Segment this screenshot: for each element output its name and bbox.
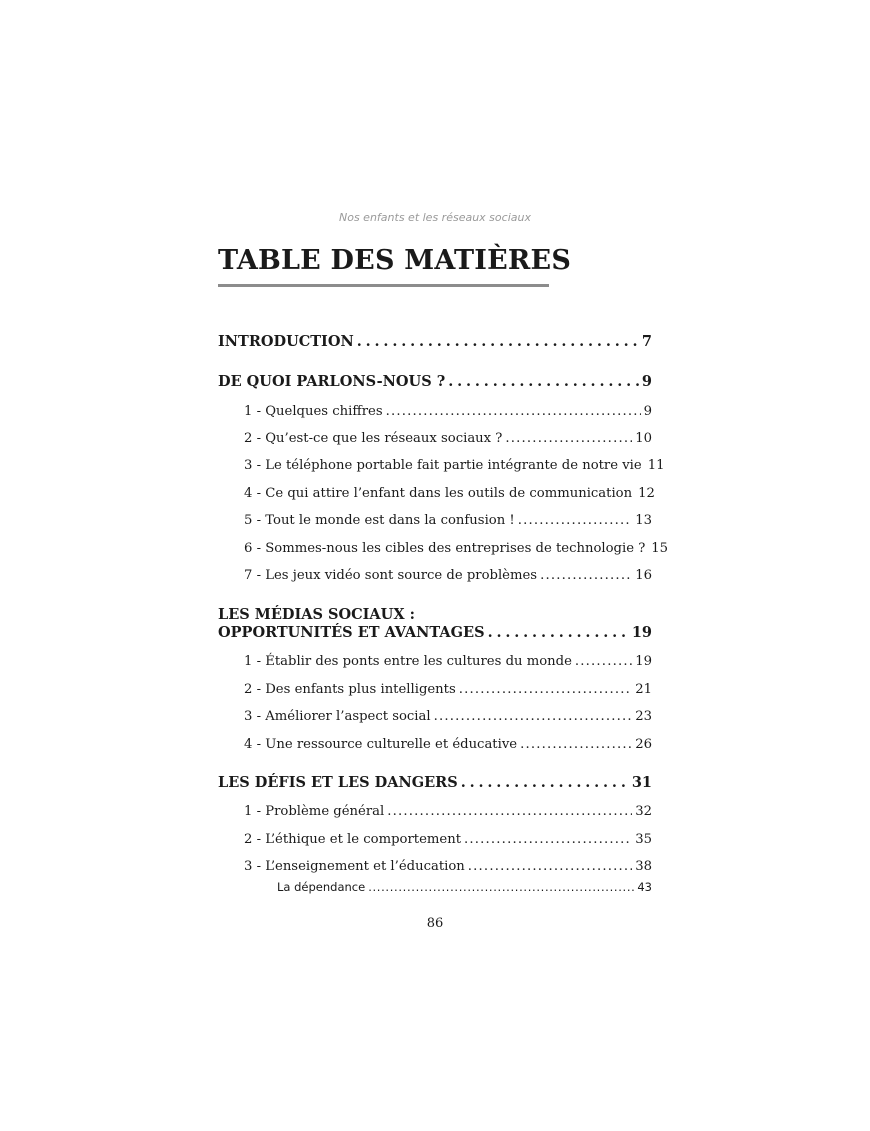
toc-section-entry[interactable] [244,737,652,752]
toc-section-label: 5 - Tout le monde est dans la confusion ! [244,513,515,528]
dot-leader [505,431,632,446]
dot-leader [387,804,632,819]
dot-leader [540,568,632,583]
toc-section-entry[interactable] [244,404,652,419]
toc-section-label: 7 - Les jeux vidéo sont source de problèmes [244,568,538,583]
page-title: TABLE DES MATIÈRES [218,245,572,276]
dot-leader [448,373,639,390]
toc-section-page: 26 [635,737,652,752]
toc-section-page: 19 [635,654,652,669]
toc-section-entry[interactable] [244,654,652,669]
dot-leader [434,709,633,724]
toc-section-page: 11 [647,458,665,473]
dot-leader [461,774,629,791]
running-header: Nos enfants et les réseaux sociaux [339,211,531,224]
toc-section-page: 38 [635,859,652,874]
toc-section-label: 4 - Une ressource culturelle et éducative [244,737,518,752]
toc-section-entry[interactable] [244,431,652,446]
dot-leader [518,513,633,528]
toc-subsection-label: La dépendance [277,880,366,894]
toc-section-entry[interactable] [244,486,655,501]
toc-section-label: 1 - Problème général [244,804,385,819]
toc-entry-defis-et-dangers[interactable] [218,774,652,791]
toc-entry-page: 31 [631,774,652,791]
dot-leader [575,654,632,669]
toc-section-entry[interactable] [244,541,669,556]
dot-leader [459,682,632,697]
page-number: 86 [426,916,444,931]
toc-section-label: 3 - L’enseignement et l’éducation [244,859,465,874]
dot-leader [386,404,641,419]
toc-entry-de-quoi-parlons-nous[interactable] [218,373,652,390]
toc-section-entry[interactable] [244,832,652,847]
toc-section-label: 4 - Ce qui attire l’enfant dans les outils de communication [244,486,633,501]
dot-leader [357,333,639,350]
dot-leader [488,624,629,641]
toc-entry-label: INTRODUCTION [218,333,354,350]
dot-leader [468,859,632,874]
toc-section-page: 10 [635,431,652,446]
toc-section-entry[interactable] [244,804,652,819]
toc-chapter-label-line1: LES MÉDIAS SOCIAUX : [218,606,415,623]
toc-entry-medias-sociaux[interactable] [218,624,652,641]
toc-section-label: 6 - Sommes-nous les cibles des entreprises de technologie ? [244,541,646,556]
toc-section-page: 9 [643,404,652,419]
toc-entry-page: 7 [641,333,652,350]
toc-subsection-page: 43 [637,880,652,894]
toc-section-entry[interactable] [244,859,652,874]
toc-section-page: 23 [635,709,652,724]
dot-leader [520,737,632,752]
toc-section-page: 35 [635,832,652,847]
toc-section-page: 13 [635,513,652,528]
title-underline [218,284,549,287]
dot-leader [368,880,634,894]
toc-section-page: 21 [635,682,652,697]
toc-section-entry[interactable] [244,458,665,473]
dot-leader [464,832,632,847]
toc-entry-introduction[interactable] [218,333,652,350]
toc-section-page: 16 [635,568,652,583]
toc-section-label: 3 - Le téléphone portable fait partie intégrante de notre vie [244,458,642,473]
toc-entry-label: LES DÉFIS ET LES DANGERS [218,774,458,791]
toc-section-entry[interactable] [244,709,652,724]
toc-subsection-entry[interactable] [277,880,652,894]
toc-section-page: 15 [651,541,669,556]
toc-section-label: 2 - Des enfants plus intelligents [244,682,456,697]
toc-entry-label: DE QUOI PARLONS-NOUS ? [218,373,446,390]
toc-section-label: 2 - L’éthique et le comportement [244,832,461,847]
toc-entry-page: 19 [631,624,652,641]
toc-entry-label: OPPORTUNITÉS ET AVANTAGES [218,624,485,641]
toc-section-page: 32 [635,804,652,819]
toc-section-label: 1 - Quelques chiffres [244,404,383,419]
toc-section-entry[interactable] [244,568,652,583]
toc-section-label: 3 - Améliorer l’aspect social [244,709,431,724]
toc-section-entry[interactable] [244,682,652,697]
toc-section-page: 12 [638,486,655,501]
toc-entry-page: 9 [641,373,652,390]
toc-section-label: 2 - Qu’est-ce que les réseaux sociaux ? [244,431,503,446]
toc-section-entry[interactable] [244,513,652,528]
toc-section-label: 1 - Établir des ponts entre les cultures du monde [244,654,572,669]
